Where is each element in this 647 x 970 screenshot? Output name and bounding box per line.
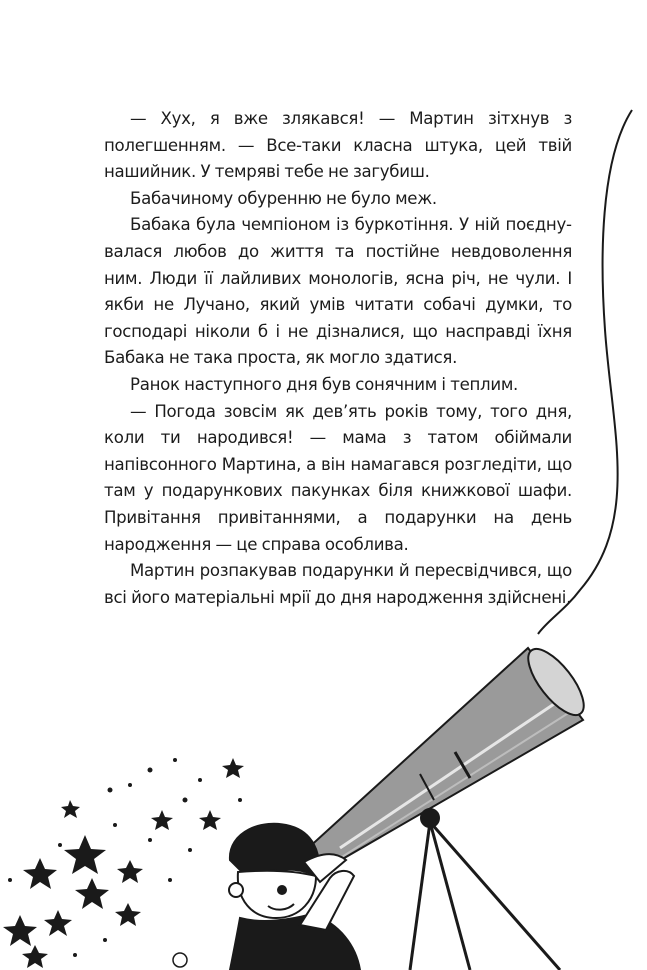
- small-planet: [173, 953, 187, 967]
- stars: [3, 758, 244, 968]
- paragraph: Бабака була чемпіоном із буркотіння. У ній поєднувалася любов до життя та постійне невдоволення ним. Люди її лайливих монологів, ясна річ, не чули. І якби не Лучано, який умів читати собачі думки, то господарі ніколи б і не дізналися, що насправді їхня Бабака не така проста, як могло здатися.: [104, 215, 572, 368]
- beam-line: [538, 110, 632, 634]
- paragraph: Бабачиному обуренню не було меж.: [130, 188, 437, 208]
- paragraph: — Хух, я вже злякався! — Мартин зітхнув з полегшенням. — Все-таки класна штука, цей твій нашийник. У темряві тебе не загубиш.: [104, 109, 572, 182]
- paragraph: Ранок наступного дня був сонячним і теплим.: [130, 374, 519, 394]
- paragraph: — Погода зовсім як дев’ять років тому, того дня, коли ти народився! — мама з татом обіймали напівсонного Мартина, а він намагався розгледіти, що там у подарункових пакунках біля книжкової шафи. Привітання привітаннями, а подарунки на день народження — це справа особлива.: [104, 401, 572, 554]
- telescope: [306, 641, 593, 970]
- paragraph: Мартин розпакував подарунки й пересвідчився, що всі його матеріальні мрії до дня народження здійснені.: [104, 561, 572, 607]
